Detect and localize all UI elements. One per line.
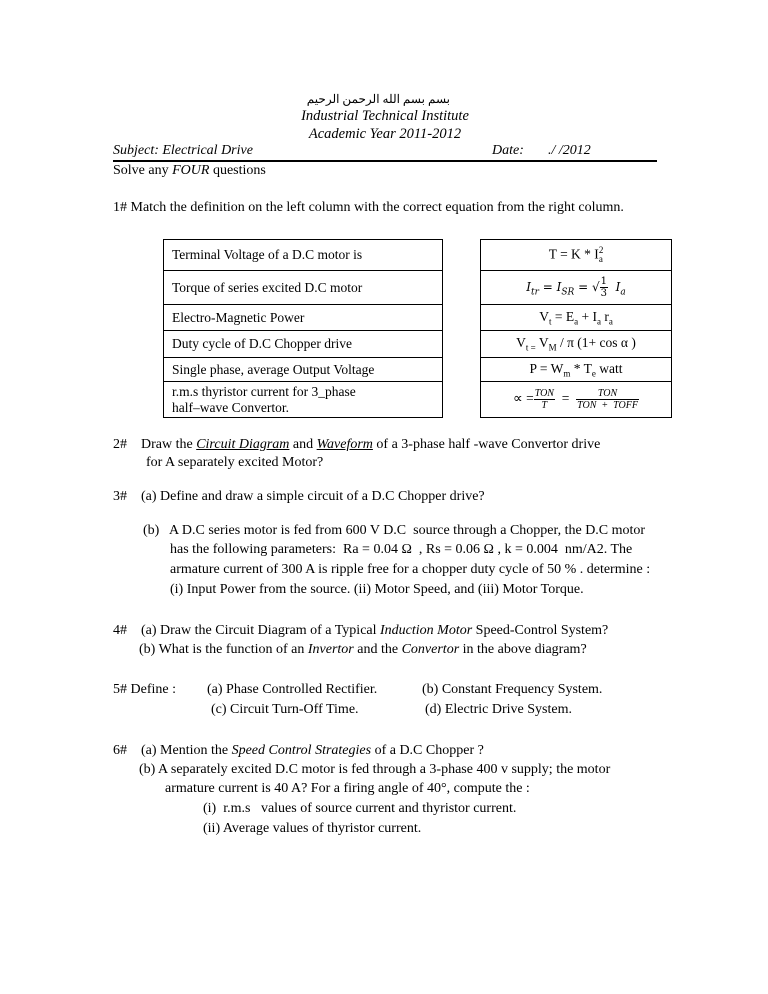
equation-sub: t = (525, 342, 536, 353)
question-text: 2# Draw the (113, 437, 197, 452)
subject-line: Subject: Electrical Drive (113, 143, 253, 158)
fraction-numerator: 1 (600, 276, 607, 287)
question-6b-line-1: (b) A separately excited D.C motor is fed through a 3-phase 400 v supply; the motor (139, 762, 611, 777)
definition-cell: Torque of series excited D.C motor (164, 271, 443, 305)
equation-text: I (556, 280, 562, 294)
question-emphasis: Convertor (401, 642, 460, 657)
question-text: of a 3-phase half -wave Convertor drive (372, 437, 601, 452)
question-5c: (c) Circuit Turn-Off Time. (211, 702, 359, 717)
question-3b-line-4: (i) Input Power from the source. (ii) Motor Speed, and (iii) Motor Torque. (170, 582, 584, 597)
question-6b-line-2: armature current is 40 A? For a firing angle of 40°, compute the : (165, 781, 530, 796)
equation-text: I (615, 280, 621, 294)
equation-sub: a (620, 287, 626, 298)
question-emphasis: Circuit Diagram (196, 437, 290, 452)
equation-text: P = W (529, 360, 564, 376)
question-text: (b) What is the function of an (139, 642, 308, 657)
question-5d: (d) Electric Drive System. (425, 702, 572, 717)
fraction-numerator: TON (576, 388, 639, 400)
question-5-label: 5# Define : (113, 682, 176, 697)
question-text: of a D.C Chopper ? (371, 743, 484, 758)
equation-sub: a (608, 316, 613, 327)
question-3a: 3# (a) Define and draw a simple circuit of a D.C Chopper drive? (113, 489, 485, 504)
definition-cell: Duty cycle of D.C Chopper drive (164, 331, 443, 358)
question-text: and (289, 437, 317, 452)
equation-text: watt (595, 360, 623, 376)
definition-cell: Single phase, average Output Voltage (164, 358, 443, 382)
question-emphasis: Induction Motor (380, 623, 473, 638)
header-rule (113, 160, 657, 162)
question-4b (139, 642, 587, 658)
equation-text: = (538, 280, 557, 294)
question-text: Speed-Control System? (472, 623, 609, 638)
equation-sub: e (591, 368, 596, 379)
question-3b-line-2: has the following parameters: Ra = 0.04 Ω , Rs = 0.06 Ω , k = 0.004 nm/A2. The (170, 542, 633, 557)
equation-cell (481, 331, 672, 358)
equation-text: = √ (574, 280, 600, 294)
definition-cell: Electro-Magnetic Power (164, 305, 443, 331)
fraction-denominator: TON + TOFF (577, 400, 638, 411)
equation-cell (481, 240, 672, 271)
equation-text: * T (570, 360, 592, 376)
question-5a: (a) Phase Controlled Rectifier. (207, 682, 378, 697)
equation-fraction (576, 388, 639, 411)
definition-line: half–wave Convertor. (172, 399, 289, 415)
equation-cell (481, 271, 672, 305)
definition-cell: Terminal Voltage of a D.C motor is (164, 240, 443, 271)
question-emphasis: Waveform (316, 437, 373, 452)
question-text: and the (353, 642, 402, 657)
equation-sub: SR (561, 287, 575, 298)
equation-sub: a (596, 316, 601, 327)
question-2-line-2: for A separately excited Motor? (146, 455, 324, 470)
date-label: Date: (492, 143, 524, 158)
equation-text: r (600, 308, 609, 324)
question-2 (113, 437, 600, 453)
question-3b-line-3: armature current of 300 A is ripple free for a chopper duty cycle of 50 % . determine : (170, 562, 651, 577)
question-emphasis: Invertor (307, 642, 354, 657)
equation-text: T = K * I (548, 246, 599, 262)
instruction-emphasis: FOUR (172, 163, 210, 178)
equation-fraction (534, 388, 555, 411)
equation-sup: 2 (598, 245, 604, 256)
date-value: ./ /2012 (548, 143, 591, 158)
equation-text: I (526, 280, 531, 294)
definitions-table (163, 239, 443, 418)
question-6b-i: (i) r.m.s values of source current and thyristor current. (203, 801, 517, 816)
equation-cell (481, 358, 672, 382)
instruction-post: questions (209, 163, 266, 178)
equation-sub: tr (530, 287, 539, 298)
equation-text: = (554, 390, 577, 406)
equation-sub: t (548, 316, 552, 327)
equation-text: ∝ = (513, 390, 534, 406)
instruction (113, 163, 266, 179)
question-emphasis: Speed Control Strategies (231, 743, 372, 758)
equation-sub: M (548, 342, 557, 353)
equation-text: V (535, 335, 549, 351)
question-text: 6# (a) Mention the (113, 743, 232, 758)
question-6a (113, 743, 484, 759)
fraction-denominator: T (541, 400, 548, 411)
question-text: in the above diagram? (459, 642, 587, 657)
equation-sub: m (563, 368, 571, 379)
question-5b: (b) Constant Frequency System. (422, 682, 603, 697)
question-3b-line-1: (b) A D.C series motor is fed from 600 V D.C source through a Chopper, the D.C motor (143, 523, 646, 538)
equation-fraction (600, 276, 608, 299)
fraction-denominator: 3 (600, 288, 607, 299)
question-4a (113, 623, 608, 639)
equation-cell (481, 382, 672, 418)
question-1: 1# Match the definition on the left column with the correct equation from the right column. (113, 200, 624, 215)
equation-sub: a (574, 316, 579, 327)
instruction-pre: Solve any (113, 163, 173, 178)
equation-sub: a (598, 254, 603, 265)
definition-cell (164, 382, 443, 418)
equation-text: V (516, 335, 526, 351)
institute-name: Industrial Technical Institute (301, 108, 469, 124)
bismillah: بسم بسم الله الرحمن الرحيم (306, 92, 450, 106)
equation-text: + I (578, 308, 597, 324)
question-6b-ii: (ii) Average values of thyristor current. (203, 821, 422, 836)
fraction-numerator: TON (534, 388, 554, 399)
equation-text: / π (1+ cos α ) (556, 335, 636, 351)
question-text: 4# (a) Draw the Circuit Diagram of a Typical (113, 623, 381, 638)
academic-year: Academic Year 2011-2012 (308, 126, 462, 142)
equations-table (480, 239, 672, 418)
equation-text: V (539, 308, 549, 324)
definition-line: r.m.s thyristor current for 3_phase (172, 383, 356, 399)
equation-text: = E (551, 308, 575, 324)
equation-cell (481, 305, 672, 331)
